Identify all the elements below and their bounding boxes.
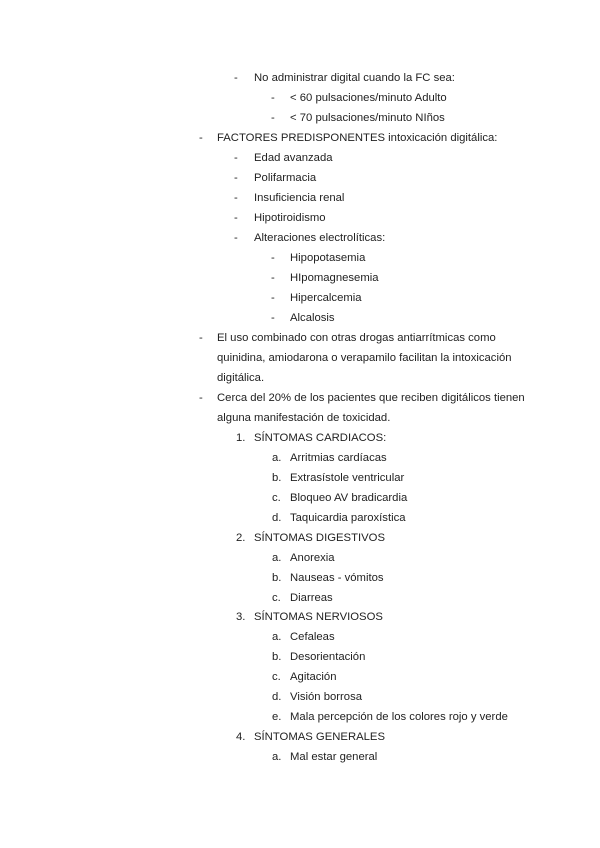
list-text: Cefaleas (290, 631, 335, 643)
list-marker: b. (272, 572, 282, 584)
list-text: SÍNTOMAS NERVIOSOS (254, 611, 383, 623)
list-marker: - (271, 272, 275, 284)
list-marker: b. (272, 472, 282, 484)
list-marker: d. (272, 512, 282, 524)
list-text: Mala percepción de los colores rojo y verde (290, 711, 508, 723)
list-marker: - (271, 292, 275, 304)
list-text: Mal estar general (290, 751, 378, 763)
list-marker: 2. (236, 532, 246, 544)
list-marker: a. (272, 631, 282, 643)
list-text: Hipopotasemia (290, 252, 366, 264)
list-marker: 1. (236, 432, 246, 444)
list-marker: c. (272, 592, 281, 604)
list-text: Agitación (290, 671, 337, 683)
list-marker: - (271, 92, 275, 104)
list-text: Nauseas - vómitos (290, 572, 384, 584)
list-marker: d. (272, 691, 282, 703)
list-marker: e. (272, 711, 282, 723)
list-text: Visión borrosa (290, 691, 363, 703)
list-text: Hipotiroidismo (254, 212, 326, 224)
list-marker: - (234, 72, 238, 84)
list-text: Extrasístole ventricular (290, 472, 405, 484)
list-marker: c. (272, 492, 281, 504)
list-text: Arritmias cardíacas (290, 452, 387, 464)
list-text: FACTORES PREDISPONENTES intoxicación digitálica: (217, 132, 498, 144)
list-marker: - (234, 172, 238, 184)
list-text: El uso combinado con otras drogas antiarrítmicas como (217, 332, 496, 344)
list-marker: - (271, 252, 275, 264)
list-marker: - (234, 212, 238, 224)
list-marker: b. (272, 651, 282, 663)
list-marker: a. (272, 452, 282, 464)
list-text: SÍNTOMAS DIGESTIVOS (254, 532, 385, 544)
list-marker: 3. (236, 611, 246, 623)
list-marker: - (234, 152, 238, 164)
list-marker: - (271, 312, 275, 324)
list-text: SÍNTOMAS GENERALES (254, 731, 385, 743)
list-text: SÍNTOMAS CARDIACOS: (254, 432, 387, 444)
list-text: quinidina, amiodarona o verapamilo facilitan la intoxicación (217, 352, 512, 364)
list-marker: - (234, 192, 238, 204)
list-text: Alteraciones electrolíticas: (254, 232, 386, 244)
list-text: Polifarmacia (254, 172, 317, 184)
list-text: Hipercalcemia (290, 292, 362, 304)
list-marker: - (234, 232, 238, 244)
list-text: Desorientación (290, 651, 366, 663)
list-text: Bloqueo AV bradicardia (290, 492, 408, 504)
list-text: Diarreas (290, 592, 333, 604)
list-text: Taquicardia paroxística (290, 512, 406, 524)
list-text: Alcalosis (290, 312, 335, 324)
list-marker: 4. (236, 731, 246, 743)
list-text: Cerca del 20% de los pacientes que reciben digitálicos tienen (217, 392, 525, 404)
list-marker: - (199, 392, 203, 404)
list-text: Edad avanzada (254, 152, 333, 164)
list-text: Anorexia (290, 552, 335, 564)
list-text: Insuficiencia renal (254, 192, 345, 204)
list-text: No administrar digital cuando la FC sea: (254, 72, 455, 84)
list-marker: a. (272, 751, 282, 763)
list-marker: a. (272, 552, 282, 564)
list-marker: - (199, 132, 203, 144)
list-text: HIpomagnesemia (290, 272, 379, 284)
list-text: digitálica. (217, 372, 265, 384)
list-marker: c. (272, 671, 281, 683)
list-marker: - (271, 112, 275, 124)
list-text: < 70 pulsaciones/minuto NIños (290, 112, 445, 124)
list-marker: - (199, 332, 203, 344)
list-text: < 60 pulsaciones/minuto Adulto (290, 92, 447, 104)
list-text: alguna manifestación de toxicidad. (217, 412, 391, 424)
